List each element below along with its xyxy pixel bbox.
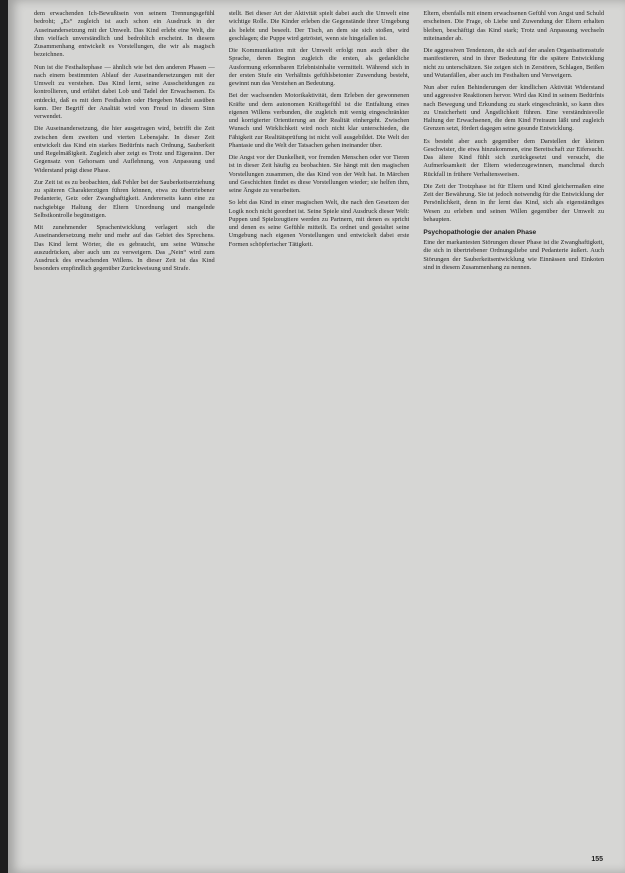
paragraph: Zur Zeit ist es zu beobachten, daß Fehler bei der Sauberkeitserziehung zu späteren Charakterzügen führen können, etwa zu übertriebener Pedanterie, Geiz oder Zwanghaftigkeit. Andererseits kann eine zu nachgiebige Haltung der Eltern Unordnung und mangelnde Selbstkontrolle begünstigen. (34, 178, 215, 219)
paragraph: Die Kommunikation mit der Umwelt erfolgt nun auch über die Sprache, deren Beginn zugleich die ersten, als gedankliche Ausformung erkennbaren Erlebnisinhalte vermittelt. Während sich in der ersten Stufe ein Verhältnis gefühlsbetonter Zuwendung besteht, gewinnt nun das Verstehen an Bedeutung. (228, 47, 410, 87)
column-middle (229, 10, 410, 848)
paragraph: Eltern, ebenfalls mit einem erwachsenen Gefühl von Angst und Schuld erscheinen. Die Frage, ob Liebe und Zuwendung der Eltern erhalten bleiben, beschäftigt das Kind stark; Trotz und Anpassung wechseln miteinander ab. (423, 10, 605, 42)
paragraph: Nun ist die Festhaltephase — ähnlich wie bei den anderen Phasen — nach einem bestimmten Ablauf der Auseinandersetzungen mit der Umwelt zu verstehen. Das Kind lernt, seine Ausscheidungen zu kontrollieren, und erfährt dabei Lob und Tadel der Erwachsenen. Es entdeckt, daß es mit dem Festhalten oder Hergeben Macht ausüben kann. Der Begriff der Analität wird von Freud in diesem Sinn verwendet. (34, 63, 215, 120)
paragraph: So lebt das Kind in einer magischen Welt, die nach den Gesetzen der Logik noch nicht geordnet ist. Seine Spiele sind Ausdruck dieser Welt: Puppen und Spielzeugtiere werden zu Partnern, mit denen es spricht und denen es seine Gefühle mitteilt. Es ordnet und gestaltet seine Umgebung nach eigenen Vorstellungen und entwickelt dabei erste Formen schöpferischer Tätigkeit. (228, 199, 410, 248)
paragraph: Es besteht aber auch gegenüber dem Darstellen der kleinen Geschwister, die etwa hinzukommen, eine Bereitschaft zur Eifersucht. Das ältere Kind fühlt sich zurückgesetzt und versucht, die Aufmerksamkeit der Eltern wiederzugewinnen, manchmal durch Rückfall in frühere Verhaltensweisen. (423, 137, 605, 178)
section-heading: Psychopathologie der analen Phase (423, 229, 537, 236)
paragraph: dem erwachenden Ich-Bewußtsein von seinem Trennungsgefühl bedroht; „Es“ zugleich ist auch schon ein Ausdruck in der Auseinandersetzung mit der Umwelt. Das Kind erlebt eine Welt, die ihm vielfach unverständlich und bedrohlich erscheint. In diesem Zusammenhang entwickelt es Vorstellungen, die wir als magisch bezeichnen. (34, 10, 215, 59)
paragraph: Die aggressiven Tendenzen, die sich auf der analen Organisationsstufe manifestieren, sind in ihrer Bedeutung für die spätere Entwicklung nicht zu unterschätzen. Sie zeigen sich in Zerstören, Schlagen, Beißen und Wutanfällen, aber auch im Festhalten und Verweigern. (423, 47, 605, 79)
paragraph: Die Zeit der Trotzphase ist für Eltern und Kind gleichermaßen eine Zeit der Bewährung. Sie ist jedoch notwendig für die Entwicklung der Persönlichkeit, denn in ihr lernt das Kind, sich als eigenständiges Wesen zu erleben und seinen Willen gegenüber der Umwelt zu behaupten. (423, 182, 605, 223)
paragraph: stellt. Bei dieser Art der Aktivität spielt dabei auch die Umwelt eine wichtige Rolle. Die Kinder erleben die Gegenstände ihrer Umgebung als belebt und beseelt. Der Tisch, an dem sie sich stoßen, wird geschlagen; die Puppe wird getröstet, wenn sie hingefallen ist. (228, 10, 410, 42)
page-number: 155 (591, 856, 603, 863)
paragraph: Die Auseinandersetzung, die hier ausgetragen wird, betrifft die Zeit zwischen dem zweiten und vierten Lebensjahr. In dieser Zeit entwickelt das Kind ein starkes Bedürfnis nach Ordnung, Sauberkeit und Regelmäßigkeit. Zugleich aber zeigt es Trotz und Eigensinn. Der Gegensatz von Gehorsam und Auflehnung, von Anpassung und Widerstand prägt diese Phase. (34, 125, 215, 174)
paragraph: Mit zunehmender Sprachentwicklung verlagert sich die Auseinandersetzung mehr und mehr auf das Gebiet des Sprechens. Das Kind lernt Wörter, die es gebraucht, um seine Wünsche auszudrücken, aber auch um zu verweigern. Das „Nein“ wird zum Ausdruck des erwachenden Willens. In dieser Zeit ist das Kind besonders empfindlich gegenüber Zurückweisung und Strafe. (34, 224, 215, 273)
column-right (423, 10, 604, 848)
column-left (34, 10, 215, 848)
paragraph: Die Angst vor der Dunkelheit, vor fremden Menschen oder vor Tieren ist in dieser Zeit häufig zu beobachten. Sie hängt mit den magischen Vorstellungen zusammen, die das Kind von der Welt hat. In Märchen und Geschichten findet es diese Vorstellungen wieder; sie helfen ihm, seine Ängste zu verarbeiten. (228, 154, 410, 194)
scan-edge (0, 0, 8, 873)
paragraph: Bei der wachsenden Motorikaktivität, dem Erleben der gewonnenen Kräfte und dem autonomen Kräftegefühl ist die Entfaltung eines eigenen Willens verbunden, die zugleich mit wenig eingeschränkter und korrigierter Orientierung an der Realität einhergeht. Zwischen Wunsch und Wirklichkeit wird noch nicht klar unterschieden, die Fähigkeit zur Realitätsprüfung ist nicht voll ausgebildet. Die Welt der Phantasie und die Welt der Tatsachen gehen ineinander über. (228, 92, 410, 149)
book-page (8, 0, 625, 873)
text-columns (34, 10, 604, 848)
paragraph: Nun aber rufen Behinderungen der kindlichen Aktivität Widerstand und aggressive Reaktionen hervor. Wird das Kind in seinem Bedürfnis nach Bewegung und Erkundung zu stark eingeschränkt, so kann dies zu Unsicherheit und Ängstlichkeit führen. Eine verständnisvolle Haltung der Erwachsenen, die dem Kind Freiraum läßt und zugleich Grenzen setzt, fördert dagegen seine gesunde Entwicklung. (423, 84, 605, 133)
section-paragraph: Eine der markantesten Störungen dieser Phase ist die Zwanghaftigkeit, die sich in übertriebener Ordnungsliebe und Pedanterie äußert. Auch Störungen der Sauberkeitsentwicklung wie Einnässen und Einkoten sind in diesem Zusammenhang zu nennen. (423, 239, 605, 271)
